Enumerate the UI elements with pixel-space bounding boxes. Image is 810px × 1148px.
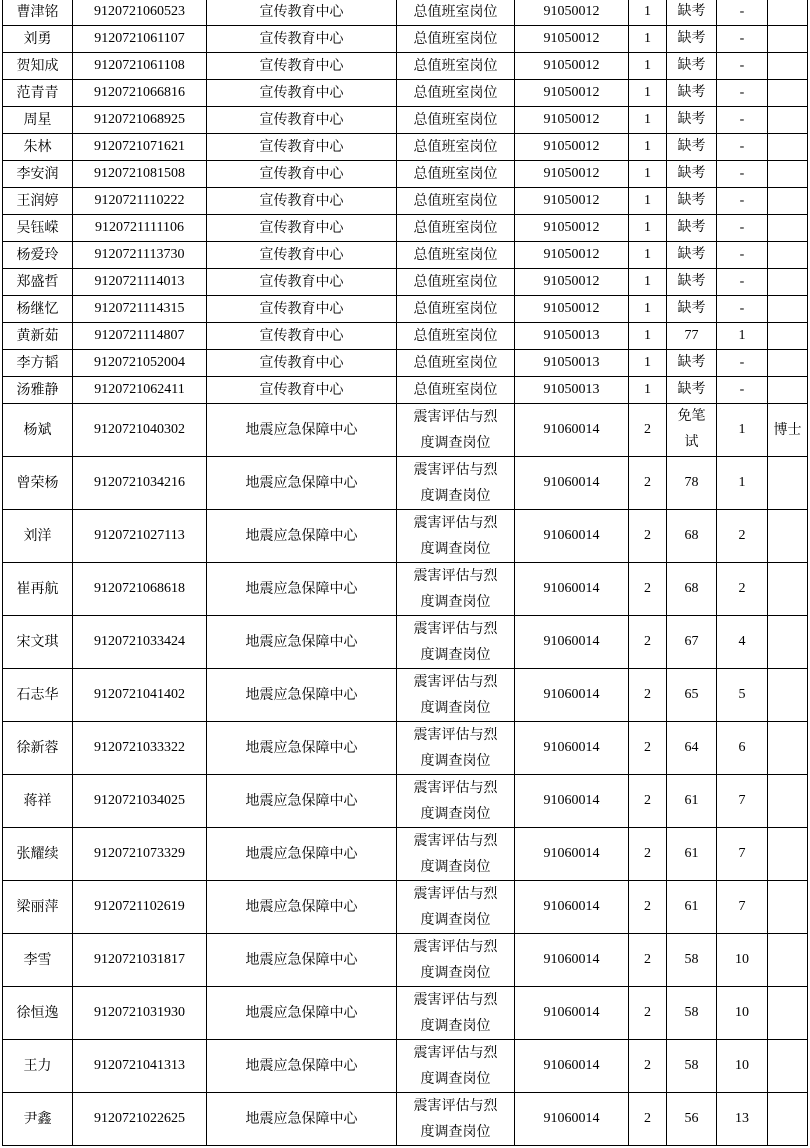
exam-id-cell: 9120721073329	[73, 828, 207, 881]
post-cell: 震害评估与烈度调查岗位	[397, 775, 515, 828]
note-cell	[768, 161, 808, 188]
rank-cell: 1	[717, 457, 768, 510]
rank-cell: -	[717, 26, 768, 53]
candidate-name-cell: 曹津铭	[3, 0, 73, 26]
quota-cell: 1	[629, 53, 667, 80]
post-code-cell: 91050013	[515, 323, 629, 350]
note-cell	[768, 377, 808, 404]
post-cell: 震害评估与烈度调查岗位	[397, 457, 515, 510]
quota-cell: 1	[629, 0, 667, 26]
table-row	[3, 934, 808, 987]
post-code-cell: 91050012	[515, 26, 629, 53]
score-cell: 缺考	[667, 0, 717, 26]
unit-cell: 宣传教育中心	[207, 53, 397, 80]
note-cell	[768, 775, 808, 828]
post-code-cell: 91060014	[515, 722, 629, 775]
candidate-name-cell: 朱林	[3, 134, 73, 161]
post-cell: 总值班室岗位	[397, 377, 515, 404]
post-code-cell: 91060014	[515, 775, 629, 828]
quota-cell: 2	[629, 510, 667, 563]
note-cell	[768, 563, 808, 616]
note-cell	[768, 828, 808, 881]
post-cell: 总值班室岗位	[397, 26, 515, 53]
unit-cell: 宣传教育中心	[207, 107, 397, 134]
table-row	[3, 828, 808, 881]
post-code-cell: 91060014	[515, 404, 629, 457]
score-cell: 56	[667, 1093, 717, 1146]
table-row	[3, 0, 808, 26]
post-code-cell: 91050012	[515, 215, 629, 242]
post-code-cell: 91060014	[515, 987, 629, 1040]
table-row	[3, 53, 808, 80]
unit-cell: 地震应急保障中心	[207, 669, 397, 722]
table-row	[3, 669, 808, 722]
exam-id-cell: 9120721113730	[73, 242, 207, 269]
post-cell: 总值班室岗位	[397, 269, 515, 296]
unit-cell: 宣传教育中心	[207, 242, 397, 269]
exam-id-cell: 9120721027113	[73, 510, 207, 563]
exam-id-cell: 9120721041313	[73, 1040, 207, 1093]
rank-cell: 1	[717, 323, 768, 350]
rank-cell: -	[717, 350, 768, 377]
exam-id-cell: 9120721071621	[73, 134, 207, 161]
note-cell: 博士	[768, 404, 808, 457]
candidate-name-cell: 张耀续	[3, 828, 73, 881]
score-cell: 64	[667, 722, 717, 775]
rank-cell: -	[717, 134, 768, 161]
note-cell	[768, 134, 808, 161]
candidate-name-cell: 蒋祥	[3, 775, 73, 828]
exam-id-cell: 9120721061107	[73, 26, 207, 53]
results-table-body	[3, 0, 808, 1146]
table-row	[3, 107, 808, 134]
quota-cell: 1	[629, 350, 667, 377]
candidate-name-cell: 李雪	[3, 934, 73, 987]
quota-cell: 1	[629, 296, 667, 323]
note-cell	[768, 188, 808, 215]
table-row	[3, 242, 808, 269]
post-code-cell: 91050012	[515, 0, 629, 26]
candidate-name-cell: 王力	[3, 1040, 73, 1093]
post-code-cell: 91050013	[515, 377, 629, 404]
rank-cell: -	[717, 296, 768, 323]
post-cell: 震害评估与烈度调查岗位	[397, 563, 515, 616]
post-cell: 总值班室岗位	[397, 107, 515, 134]
score-cell: 缺考	[667, 134, 717, 161]
unit-cell: 地震应急保障中心	[207, 563, 397, 616]
unit-cell: 宣传教育中心	[207, 0, 397, 26]
candidate-name-cell: 贺知成	[3, 53, 73, 80]
table-row	[3, 323, 808, 350]
table-row	[3, 215, 808, 242]
rank-cell: -	[717, 107, 768, 134]
exam-id-cell: 9120721068925	[73, 107, 207, 134]
candidate-name-cell: 梁丽萍	[3, 881, 73, 934]
score-cell: 缺考	[667, 188, 717, 215]
score-cell: 61	[667, 828, 717, 881]
candidate-name-cell: 郑盛哲	[3, 269, 73, 296]
unit-cell: 宣传教育中心	[207, 269, 397, 296]
unit-cell: 地震应急保障中心	[207, 722, 397, 775]
rank-cell: 13	[717, 1093, 768, 1146]
score-cell: 缺考	[667, 269, 717, 296]
quota-cell: 2	[629, 563, 667, 616]
post-code-cell: 91050012	[515, 107, 629, 134]
score-cell: 缺考	[667, 242, 717, 269]
score-cell: 缺考	[667, 350, 717, 377]
score-cell: 缺考	[667, 53, 717, 80]
exam-id-cell: 9120721033322	[73, 722, 207, 775]
post-cell: 总值班室岗位	[397, 323, 515, 350]
exam-id-cell: 9120721110222	[73, 188, 207, 215]
score-cell: 58	[667, 1040, 717, 1093]
note-cell	[768, 616, 808, 669]
post-cell: 总值班室岗位	[397, 242, 515, 269]
table-row	[3, 188, 808, 215]
table-row	[3, 510, 808, 563]
post-code-cell: 91060014	[515, 669, 629, 722]
note-cell	[768, 669, 808, 722]
candidate-name-cell: 刘洋	[3, 510, 73, 563]
note-cell	[768, 269, 808, 296]
quota-cell: 1	[629, 26, 667, 53]
quota-cell: 2	[629, 775, 667, 828]
rank-cell: 6	[717, 722, 768, 775]
rank-cell: -	[717, 80, 768, 107]
score-cell: 61	[667, 775, 717, 828]
candidate-name-cell: 吴钰嵘	[3, 215, 73, 242]
score-cell: 缺考	[667, 161, 717, 188]
quota-cell: 2	[629, 828, 667, 881]
unit-cell: 地震应急保障中心	[207, 616, 397, 669]
rank-cell: 7	[717, 775, 768, 828]
rank-cell: 10	[717, 987, 768, 1040]
unit-cell: 宣传教育中心	[207, 350, 397, 377]
quota-cell: 1	[629, 323, 667, 350]
quota-cell: 2	[629, 722, 667, 775]
post-code-cell: 91060014	[515, 616, 629, 669]
unit-cell: 地震应急保障中心	[207, 881, 397, 934]
exam-id-cell: 9120721031817	[73, 934, 207, 987]
unit-cell: 地震应急保障中心	[207, 457, 397, 510]
rank-cell: -	[717, 215, 768, 242]
post-cell: 震害评估与烈度调查岗位	[397, 881, 515, 934]
table-row	[3, 616, 808, 669]
table-row	[3, 1040, 808, 1093]
table-row	[3, 269, 808, 296]
candidate-name-cell: 杨继忆	[3, 296, 73, 323]
unit-cell: 地震应急保障中心	[207, 775, 397, 828]
candidate-name-cell: 杨斌	[3, 404, 73, 457]
candidate-name-cell: 徐恒逸	[3, 987, 73, 1040]
exam-id-cell: 9120721034216	[73, 457, 207, 510]
quota-cell: 1	[629, 134, 667, 161]
exam-id-cell: 9120721114013	[73, 269, 207, 296]
quota-cell: 2	[629, 987, 667, 1040]
quota-cell: 1	[629, 215, 667, 242]
note-cell	[768, 934, 808, 987]
note-cell	[768, 26, 808, 53]
post-code-cell: 91050012	[515, 188, 629, 215]
unit-cell: 地震应急保障中心	[207, 1040, 397, 1093]
table-row	[3, 134, 808, 161]
post-code-cell: 91060014	[515, 457, 629, 510]
table-row	[3, 404, 808, 457]
rank-cell: 7	[717, 881, 768, 934]
post-code-cell: 91050012	[515, 161, 629, 188]
score-cell: 缺考	[667, 26, 717, 53]
unit-cell: 宣传教育中心	[207, 188, 397, 215]
unit-cell: 地震应急保障中心	[207, 510, 397, 563]
post-cell: 总值班室岗位	[397, 296, 515, 323]
unit-cell: 宣传教育中心	[207, 134, 397, 161]
note-cell	[768, 881, 808, 934]
score-cell: 58	[667, 987, 717, 1040]
quota-cell: 1	[629, 80, 667, 107]
exam-id-cell: 9120721034025	[73, 775, 207, 828]
candidate-name-cell: 杨爱玲	[3, 242, 73, 269]
quota-cell: 1	[629, 107, 667, 134]
rank-cell: -	[717, 269, 768, 296]
table-row	[3, 377, 808, 404]
quota-cell: 2	[629, 404, 667, 457]
post-code-cell: 91050012	[515, 242, 629, 269]
exam-id-cell: 9120721033424	[73, 616, 207, 669]
score-cell: 61	[667, 881, 717, 934]
post-cell: 震害评估与烈度调查岗位	[397, 616, 515, 669]
post-code-cell: 91050012	[515, 53, 629, 80]
exam-id-cell: 9120721062411	[73, 377, 207, 404]
post-cell: 震害评估与烈度调查岗位	[397, 1093, 515, 1146]
quota-cell: 1	[629, 161, 667, 188]
quota-cell: 2	[629, 934, 667, 987]
note-cell	[768, 80, 808, 107]
post-cell: 震害评估与烈度调查岗位	[397, 987, 515, 1040]
table-row	[3, 881, 808, 934]
note-cell	[768, 107, 808, 134]
note-cell	[768, 215, 808, 242]
rank-cell: 10	[717, 934, 768, 987]
rank-cell: -	[717, 161, 768, 188]
post-cell: 震害评估与烈度调查岗位	[397, 669, 515, 722]
rank-cell: 5	[717, 669, 768, 722]
table-row	[3, 775, 808, 828]
table-row	[3, 563, 808, 616]
candidate-name-cell: 刘勇	[3, 26, 73, 53]
rank-cell: 10	[717, 1040, 768, 1093]
rank-cell: -	[717, 0, 768, 26]
quota-cell: 1	[629, 242, 667, 269]
note-cell	[768, 457, 808, 510]
post-code-cell: 91060014	[515, 1040, 629, 1093]
unit-cell: 地震应急保障中心	[207, 934, 397, 987]
score-cell: 68	[667, 563, 717, 616]
score-cell: 65	[667, 669, 717, 722]
post-code-cell: 91050012	[515, 269, 629, 296]
post-code-cell: 91060014	[515, 563, 629, 616]
candidate-name-cell: 李安润	[3, 161, 73, 188]
rank-cell: 1	[717, 404, 768, 457]
rank-cell: -	[717, 188, 768, 215]
post-cell: 震害评估与烈度调查岗位	[397, 722, 515, 775]
exam-id-cell: 9120721060523	[73, 0, 207, 26]
unit-cell: 地震应急保障中心	[207, 828, 397, 881]
note-cell	[768, 1093, 808, 1146]
candidate-name-cell: 周星	[3, 107, 73, 134]
exam-id-cell: 9120721061108	[73, 53, 207, 80]
exam-id-cell: 9120721114315	[73, 296, 207, 323]
candidate-name-cell: 王润婷	[3, 188, 73, 215]
candidate-name-cell: 崔再航	[3, 563, 73, 616]
quota-cell: 1	[629, 377, 667, 404]
score-cell: 缺考	[667, 215, 717, 242]
score-cell: 67	[667, 616, 717, 669]
quota-cell: 2	[629, 616, 667, 669]
post-code-cell: 91060014	[515, 881, 629, 934]
note-cell	[768, 350, 808, 377]
post-cell: 震害评估与烈度调查岗位	[397, 510, 515, 563]
quota-cell: 2	[629, 669, 667, 722]
post-cell: 震害评估与烈度调查岗位	[397, 1040, 515, 1093]
table-row	[3, 457, 808, 510]
note-cell	[768, 987, 808, 1040]
exam-id-cell: 9120721081508	[73, 161, 207, 188]
candidate-name-cell: 曾荣杨	[3, 457, 73, 510]
score-cell: 缺考	[667, 107, 717, 134]
score-cell: 58	[667, 934, 717, 987]
unit-cell: 宣传教育中心	[207, 80, 397, 107]
exam-id-cell: 9120721022625	[73, 1093, 207, 1146]
post-code-cell: 91050012	[515, 296, 629, 323]
post-cell: 总值班室岗位	[397, 161, 515, 188]
post-cell: 总值班室岗位	[397, 0, 515, 26]
candidate-name-cell: 范青青	[3, 80, 73, 107]
candidate-name-cell: 徐新蓉	[3, 722, 73, 775]
rank-cell: 2	[717, 510, 768, 563]
post-cell: 总值班室岗位	[397, 53, 515, 80]
quota-cell: 2	[629, 457, 667, 510]
note-cell	[768, 0, 808, 26]
post-cell: 总值班室岗位	[397, 215, 515, 242]
score-cell: 缺考	[667, 296, 717, 323]
exam-id-cell: 9120721111106	[73, 215, 207, 242]
candidate-name-cell: 宋文琪	[3, 616, 73, 669]
quota-cell: 1	[629, 269, 667, 296]
note-cell	[768, 510, 808, 563]
table-row	[3, 350, 808, 377]
note-cell	[768, 242, 808, 269]
exam-id-cell: 9120721066816	[73, 80, 207, 107]
table-row	[3, 1093, 808, 1146]
unit-cell: 宣传教育中心	[207, 323, 397, 350]
post-code-cell: 91060014	[515, 934, 629, 987]
candidate-name-cell: 李方韬	[3, 350, 73, 377]
post-cell: 震害评估与烈度调查岗位	[397, 934, 515, 987]
unit-cell: 地震应急保障中心	[207, 404, 397, 457]
score-cell: 缺考	[667, 80, 717, 107]
unit-cell: 宣传教育中心	[207, 161, 397, 188]
quota-cell: 2	[629, 1093, 667, 1146]
exam-id-cell: 9120721052004	[73, 350, 207, 377]
score-cell: 77	[667, 323, 717, 350]
table-row	[3, 80, 808, 107]
post-code-cell: 91050012	[515, 134, 629, 161]
rank-cell: -	[717, 53, 768, 80]
candidate-name-cell: 汤雅静	[3, 377, 73, 404]
exam-id-cell: 9120721040302	[73, 404, 207, 457]
exam-id-cell: 9120721102619	[73, 881, 207, 934]
score-cell: 78	[667, 457, 717, 510]
post-code-cell: 91050013	[515, 350, 629, 377]
exam-id-cell: 9120721041402	[73, 669, 207, 722]
table-row	[3, 161, 808, 188]
post-code-cell: 91060014	[515, 828, 629, 881]
candidate-name-cell: 尹鑫	[3, 1093, 73, 1146]
post-cell: 总值班室岗位	[397, 80, 515, 107]
rank-cell: -	[717, 377, 768, 404]
exam-id-cell: 9120721114807	[73, 323, 207, 350]
quota-cell: 2	[629, 881, 667, 934]
table-row	[3, 296, 808, 323]
rank-cell: -	[717, 242, 768, 269]
rank-cell: 4	[717, 616, 768, 669]
post-cell: 总值班室岗位	[397, 188, 515, 215]
table-row	[3, 722, 808, 775]
unit-cell: 宣传教育中心	[207, 377, 397, 404]
note-cell	[768, 323, 808, 350]
unit-cell: 宣传教育中心	[207, 296, 397, 323]
note-cell	[768, 722, 808, 775]
candidate-name-cell: 黄新茹	[3, 323, 73, 350]
note-cell	[768, 1040, 808, 1093]
post-code-cell: 91060014	[515, 1093, 629, 1146]
post-code-cell: 91060014	[515, 510, 629, 563]
table-row	[3, 26, 808, 53]
results-table	[2, 0, 808, 1146]
note-cell	[768, 53, 808, 80]
post-code-cell: 91050012	[515, 80, 629, 107]
quota-cell: 1	[629, 188, 667, 215]
unit-cell: 地震应急保障中心	[207, 987, 397, 1040]
rank-cell: 7	[717, 828, 768, 881]
exam-id-cell: 9120721031930	[73, 987, 207, 1040]
score-cell: 缺考	[667, 377, 717, 404]
candidate-name-cell: 石志华	[3, 669, 73, 722]
post-cell: 总值班室岗位	[397, 350, 515, 377]
unit-cell: 宣传教育中心	[207, 26, 397, 53]
score-cell: 68	[667, 510, 717, 563]
post-cell: 震害评估与烈度调查岗位	[397, 404, 515, 457]
post-cell: 总值班室岗位	[397, 134, 515, 161]
unit-cell: 宣传教育中心	[207, 215, 397, 242]
exam-id-cell: 9120721068618	[73, 563, 207, 616]
quota-cell: 2	[629, 1040, 667, 1093]
unit-cell: 地震应急保障中心	[207, 1093, 397, 1146]
score-cell: 免笔试	[667, 404, 717, 457]
rank-cell: 2	[717, 563, 768, 616]
table-row	[3, 987, 808, 1040]
note-cell	[768, 296, 808, 323]
post-cell: 震害评估与烈度调查岗位	[397, 828, 515, 881]
